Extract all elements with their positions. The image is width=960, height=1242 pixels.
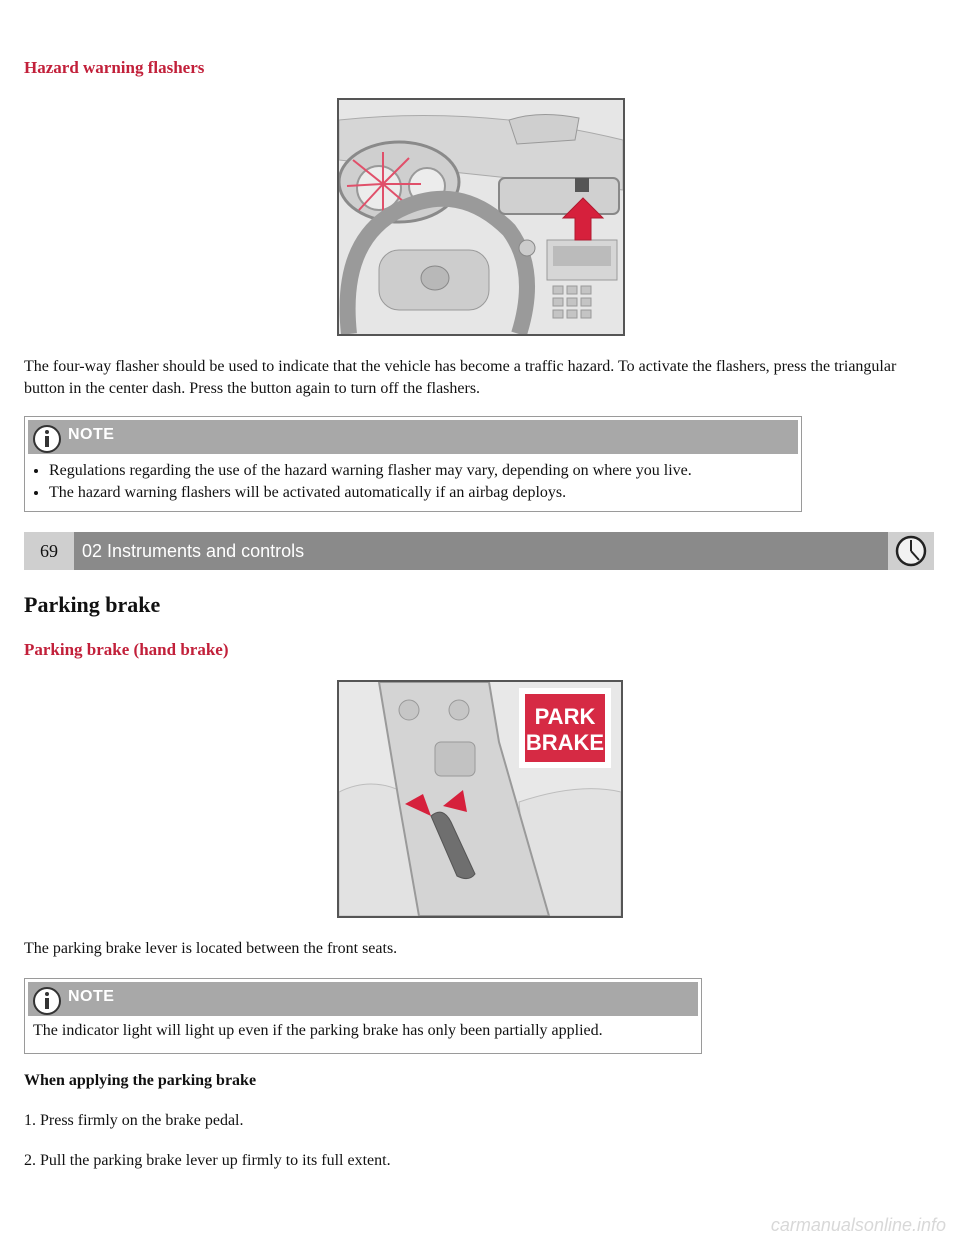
note-list	[25, 460, 801, 504]
note-label: NOTE	[68, 988, 115, 1005]
parking-brake-body: The parking brake lever is located between the front seats.	[24, 940, 398, 957]
hazard-flashers-body: The four-way flasher should be used to indicate that the vehicle has become a traffic hazard. To activate the flashers, press the triangular button in the center dash. Press the button again to turn off the flashers.	[24, 358, 897, 397]
site-watermark: carmanualsonline.info	[770, 1215, 946, 1235]
info-icon	[32, 986, 62, 1016]
note-item: • Regulations regarding the use of the hazard warning flasher may vary, depending on where you live.	[49, 460, 801, 482]
note-text: The indicator light will light up even if the parking brake has only been partially applied.	[33, 1022, 603, 1039]
hazard-flashers-figure	[337, 98, 625, 336]
page-number: 69	[24, 532, 74, 570]
note-header	[28, 420, 798, 454]
note-header	[28, 982, 698, 1016]
note-box-parking-brake	[24, 978, 702, 1054]
note-box-hazard	[24, 416, 802, 512]
park-brake-sign-line2: BRAKE	[525, 730, 605, 755]
park-brake-sign-line1: PARK	[534, 704, 596, 729]
chapter-icon-box	[888, 532, 934, 570]
parking-brake-figure	[337, 680, 623, 918]
parking-brake-title: Parking brake	[24, 592, 161, 617]
dashboard-illustration	[339, 100, 623, 334]
note-label: NOTE	[68, 426, 115, 443]
gauge-icon	[888, 532, 934, 570]
note-item: • The hazard warning flashers will be activated automatically if an airbag deploys.	[49, 482, 801, 504]
parking-brake-illustration	[339, 682, 621, 916]
step-2: 2. Pull the parking brake lever up firmly to its full extent.	[24, 1152, 391, 1169]
hazard-flashers-heading: Hazard warning flashers	[24, 58, 205, 77]
chapter-header-bar	[24, 532, 934, 570]
info-icon	[32, 424, 62, 454]
parking-brake-subheading: Parking brake (hand brake)	[24, 640, 229, 659]
step-1: 1. Press firmly on the brake pedal.	[24, 1112, 244, 1129]
applying-brake-heading: When applying the parking brake	[24, 1072, 257, 1089]
chapter-title: 02 Instruments and controls	[82, 541, 305, 561]
